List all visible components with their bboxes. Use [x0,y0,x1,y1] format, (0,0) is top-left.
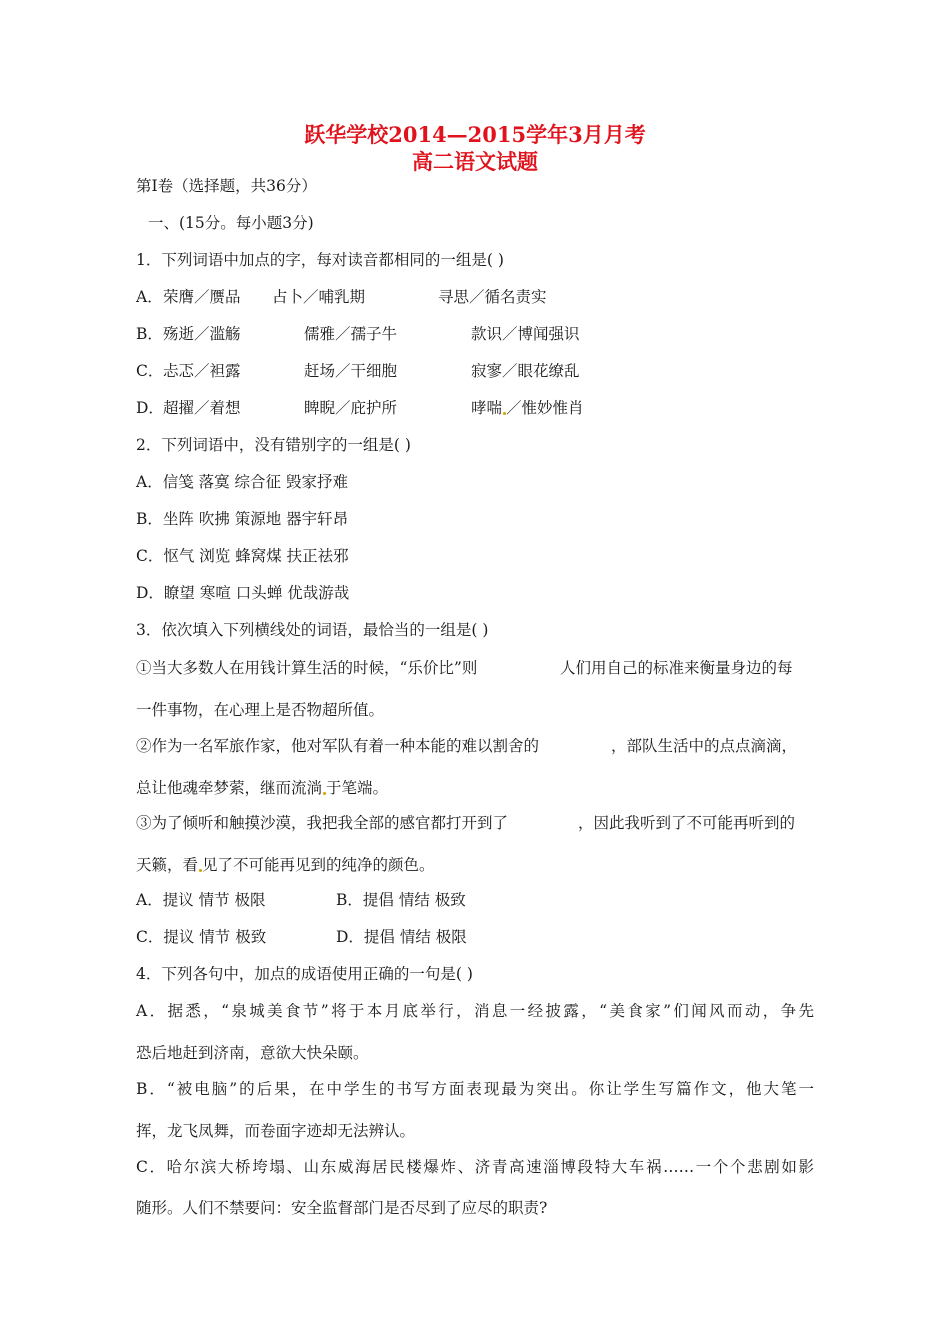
q2-option-d: D．瞭望 寒喧 口头蝉 优哉游哉 [136,584,350,602]
q3-stem: 3．依次填入下列横线处的词语，最恰当的一组是( ) [136,621,489,639]
q3-sentence-2b: ，部队生活中的点点滴滴， [611,737,798,755]
q3-sentence-2c [136,778,388,798]
text-segment: 总让他魂牵梦萦，继而流淌 [136,779,323,797]
q3-sentence-2a: ②作为一名军旅作家，他对军队有着一种本能的难以割舍的 [136,737,540,755]
option-word-3: 寻思／循名责实 [438,288,547,306]
q4-option-c-line1: C．哈尔滨大桥垮塌、山东威海居民楼爆炸、济青高速淄博段特大车祸……一个个悲剧如影 [136,1158,814,1176]
option-label: A． [136,288,163,306]
option-word-1: 超擢／着想 [163,399,241,417]
text-segment: 见了不可能再见到的纯净的颜色。 [202,856,435,874]
q4-option-a-line2: 恐后地赶到济南，意欲大快朵颐。 [136,1044,369,1062]
q4-stem: 4．下列各句中，加点的成语使用正确的一句是( ) [136,965,473,983]
option-word-1: 荣膺／赝品 [163,288,241,306]
option-word-3: 款识／博闻强识 [471,325,580,343]
q3-option-b: B．提倡 情结 极致 [336,891,466,909]
part-heading: 一、(15分。每小题3分) [148,214,314,232]
section-label: 第Ⅰ卷（选择题，共36分） [136,177,317,195]
option-label: D． [136,399,164,417]
q3-option-d: D．提倡 情结 极限 [336,928,467,946]
q4-option-b-line2: 挥，龙飞凤舞，而卷面字迹却无法辨认。 [136,1122,416,1140]
exam-subtitle: 高二语文试题 [412,149,538,174]
q2-option-c: C．怄气 浏览 蜂窝煤 扶正祛邪 [136,547,349,565]
option-word-2: 儒雅／孺子牛 [304,325,398,343]
emphasis-dot [323,792,326,795]
option-word-1: 忐忑／袒露 [163,362,241,380]
option-label: C． [136,362,164,380]
option-word-3: 寂寥／眼花缭乱 [471,362,580,380]
q2-option-b: B．坐阵 吹拂 策源地 器宇轩昂 [136,510,349,528]
q3-sentence-1c: 一件事物，在心理上是否物超所值。 [136,701,385,719]
option-word-2: 赶场／干细胞 [304,362,398,380]
option-word-3 [471,398,584,418]
q3-sentence-3b: ，因此我听到了不可能再听到的 [578,814,796,832]
q3-sentence-1a: ①当大多数人在用钱计算生活的时候，“乐价比”则 [136,659,478,677]
option-word-2: 占卜／哺乳期 [272,288,366,306]
option-word-3b: ／惟妙惟肖 [506,399,584,417]
text-segment: 于笔端。 [326,779,389,797]
q3-option-c: C．提议 情节 极致 [136,928,267,946]
q4-option-b-line1: B．“被电脑”的后果，在中学生的书写方面表现最为突出。你让学生写篇作文，他大笔一 [136,1080,814,1098]
option-label: B． [136,325,163,343]
option-word-2: 睥睨／庇护所 [304,399,398,417]
q3-option-a: A．提议 情节 极限 [136,891,266,909]
q2-stem: 2．下列词语中，没有错别字的一组是( ) [136,436,411,454]
option-word-1: 殇逝／滥觞 [163,325,241,343]
emphasis-dot [199,869,202,872]
q3-sentence-3a: ③为了倾听和触摸沙漠，我把我全部的感官都打开到了 [136,814,509,832]
q1-stem: 1．下列词语中加点的字，每对读音都相同的一组是( ) [136,251,504,269]
exam-title: 跃华学校2014—2015学年3月月考 [304,122,646,147]
q3-sentence-1b: 人们用自己的标准来衡量身边的每 [560,659,793,677]
q4-option-c-line2: 随形。人们不禁要问：安全监督部门是否尽到了应尽的职责? [136,1199,548,1217]
q3-sentence-3c [136,855,435,875]
option-word-3a: 哮喘 [471,399,503,417]
q2-option-a: A．信笺 落寞 综合征 毁家抒难 [136,473,348,491]
text-segment: 天籁，看 [136,856,199,874]
emphasis-dot [503,412,506,415]
q4-option-a-line1: A．据悉，“泉城美食节”将于本月底举行，消息一经披露，“美食家”们闻风而动，争先 [136,1002,814,1020]
